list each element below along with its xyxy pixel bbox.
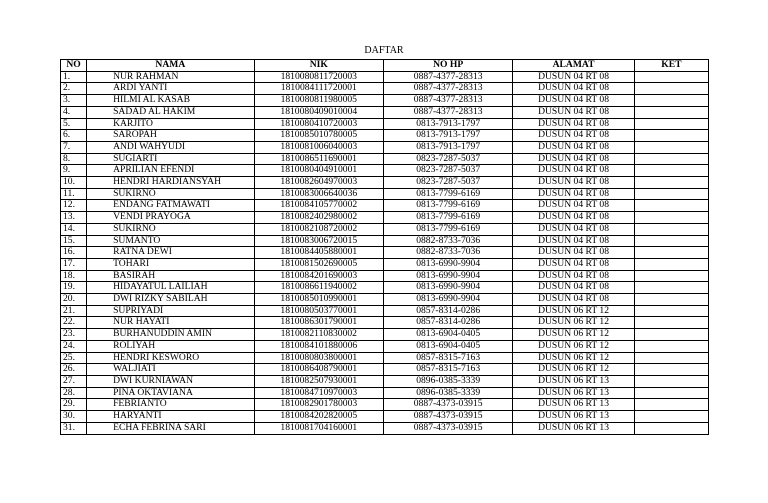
cell-nama: ARDI YANTI xyxy=(87,83,255,95)
cell-ket xyxy=(634,340,708,352)
cell-nama: SUKIRNO xyxy=(87,223,255,235)
cell-ket xyxy=(634,118,708,130)
cell-alamat: DUSUN 04 RT 08 xyxy=(513,165,634,177)
cell-alamat: DUSUN 04 RT 08 xyxy=(513,270,634,282)
cell-no: 18. xyxy=(61,270,87,282)
cell-no: 1. xyxy=(61,71,87,83)
cell-nik: 1810084405880001 xyxy=(254,247,383,259)
cell-alamat: DUSUN 04 RT 08 xyxy=(513,188,634,200)
cell-ket xyxy=(634,329,708,341)
cell-nik: 1810086611940002 xyxy=(254,282,383,294)
table-row xyxy=(61,364,709,376)
cell-alamat: DUSUN 06 RT 13 xyxy=(513,422,634,434)
cell-ket xyxy=(634,95,708,107)
cell-no-hp: 0813-7799-6169 xyxy=(383,200,512,212)
cell-no-hp: 0813-7799-6169 xyxy=(383,212,512,224)
cell-no: 31. xyxy=(61,422,87,434)
cell-nik: 1810081006040003 xyxy=(254,141,383,153)
table-row xyxy=(61,200,709,212)
cell-nik: 1810084101880006 xyxy=(254,340,383,352)
cell-no-hp: 0813-7913-1797 xyxy=(383,118,512,130)
cell-nik: 1810080811720003 xyxy=(254,71,383,83)
cell-no: 3. xyxy=(61,95,87,107)
cell-nik: 1810082402980002 xyxy=(254,212,383,224)
table-row xyxy=(61,258,709,270)
cell-nama: SUPRIYADI xyxy=(87,305,255,317)
cell-alamat: DUSUN 04 RT 08 xyxy=(513,247,634,259)
cell-nik: 1810080811980005 xyxy=(254,95,383,107)
cell-alamat: DUSUN 06 RT 12 xyxy=(513,340,634,352)
table-row xyxy=(61,212,709,224)
cell-no-hp: 0813-6904-0405 xyxy=(383,340,512,352)
cell-alamat: DUSUN 04 RT 08 xyxy=(513,71,634,83)
cell-ket xyxy=(634,305,708,317)
cell-alamat: DUSUN 06 RT 12 xyxy=(513,329,634,341)
cell-alamat: DUSUN 06 RT 13 xyxy=(513,399,634,411)
cell-nama: ROLIYAH xyxy=(87,340,255,352)
cell-alamat: DUSUN 06 RT 12 xyxy=(513,364,634,376)
cell-no: 20. xyxy=(61,294,87,306)
table-row xyxy=(61,411,709,423)
cell-nik: 1810084201690003 xyxy=(254,270,383,282)
cell-no: 19. xyxy=(61,282,87,294)
column-header-nik: NIK xyxy=(254,60,383,72)
cell-no: 23. xyxy=(61,329,87,341)
table-row xyxy=(61,317,709,329)
cell-no-hp: 0857-8314-0286 xyxy=(383,305,512,317)
cell-nik: 1810080503770001 xyxy=(254,305,383,317)
table-row xyxy=(61,329,709,341)
cell-alamat: DUSUN 04 RT 08 xyxy=(513,258,634,270)
cell-nama: SUKIRNO xyxy=(87,188,255,200)
cell-alamat: DUSUN 06 RT 12 xyxy=(513,305,634,317)
cell-no-hp: 0813-7913-1797 xyxy=(383,130,512,142)
cell-nik: 1810085010990001 xyxy=(254,294,383,306)
table-row xyxy=(61,352,709,364)
cell-no-hp: 0887-4377-28313 xyxy=(383,71,512,83)
cell-no-hp: 0857-8315-7163 xyxy=(383,364,512,376)
cell-nik: 1810082901780003 xyxy=(254,399,383,411)
cell-ket xyxy=(634,387,708,399)
cell-nama: NUR HAYATI xyxy=(87,317,255,329)
cell-ket xyxy=(634,153,708,165)
cell-alamat: DUSUN 06 RT 12 xyxy=(513,352,634,364)
cell-nama: HENDRI KESWORO xyxy=(87,352,255,364)
cell-nik: 1810080404910001 xyxy=(254,165,383,177)
cell-nama: BURHANUDDIN AMIN xyxy=(87,329,255,341)
cell-nama: HIDAYATUL LAILIAH xyxy=(87,282,255,294)
cell-no: 29. xyxy=(61,399,87,411)
table-row xyxy=(61,223,709,235)
cell-no-hp: 0896-0385-3339 xyxy=(383,387,512,399)
cell-no: 13. xyxy=(61,212,87,224)
cell-alamat: DUSUN 06 RT 12 xyxy=(513,317,634,329)
table-row xyxy=(61,71,709,83)
cell-no-hp: 0882-8733-7036 xyxy=(383,247,512,259)
table-row xyxy=(61,130,709,142)
cell-ket xyxy=(634,71,708,83)
cell-no: 25. xyxy=(61,352,87,364)
cell-no-hp: 0813-6990-9904 xyxy=(383,282,512,294)
table-row xyxy=(61,177,709,189)
cell-no-hp: 0813-6990-9904 xyxy=(383,270,512,282)
cell-alamat: DUSUN 04 RT 08 xyxy=(513,212,634,224)
cell-ket xyxy=(634,223,708,235)
table-row xyxy=(61,387,709,399)
cell-nik: 1810084710970003 xyxy=(254,387,383,399)
cell-nik: 1810082110830002 xyxy=(254,329,383,341)
cell-nama: DWI RIZKY SABILAH xyxy=(87,294,255,306)
cell-no: 28. xyxy=(61,387,87,399)
cell-no: 16. xyxy=(61,247,87,259)
cell-alamat: DUSUN 04 RT 08 xyxy=(513,282,634,294)
table-row xyxy=(61,118,709,130)
cell-ket xyxy=(634,247,708,259)
cell-ket xyxy=(634,188,708,200)
cell-no-hp: 0887-4373-03915 xyxy=(383,399,512,411)
cell-nama: ECHA FEBRINA SARI xyxy=(87,422,255,434)
cell-ket xyxy=(634,83,708,95)
cell-no-hp: 0887-4377-28313 xyxy=(383,83,512,95)
cell-nik: 1810083006720015 xyxy=(254,235,383,247)
cell-ket xyxy=(634,200,708,212)
cell-nik: 1810083006640036 xyxy=(254,188,383,200)
cell-no: 11. xyxy=(61,188,87,200)
cell-nama: VENDI PRAYOGA xyxy=(87,212,255,224)
cell-no: 26. xyxy=(61,364,87,376)
cell-no-hp: 0887-4377-28313 xyxy=(383,106,512,118)
cell-nik: 1810084202820005 xyxy=(254,411,383,423)
cell-no-hp: 0887-4377-28313 xyxy=(383,95,512,107)
cell-ket xyxy=(634,270,708,282)
cell-ket xyxy=(634,235,708,247)
column-header-no: NO xyxy=(61,60,87,72)
data-table xyxy=(60,59,709,435)
table-row xyxy=(61,422,709,434)
cell-nama: BASIRAH xyxy=(87,270,255,282)
cell-no: 8. xyxy=(61,153,87,165)
cell-nik: 1810082108720002 xyxy=(254,223,383,235)
cell-ket xyxy=(634,141,708,153)
cell-nama: SUGIARTI xyxy=(87,153,255,165)
cell-nik: 1810086408790001 xyxy=(254,364,383,376)
cell-no: 24. xyxy=(61,340,87,352)
cell-ket xyxy=(634,317,708,329)
cell-nama: ANDI WAHYUDI xyxy=(87,141,255,153)
cell-ket xyxy=(634,399,708,411)
cell-no-hp: 0813-7913-1797 xyxy=(383,141,512,153)
table-row xyxy=(61,165,709,177)
cell-nama: HARYANTI xyxy=(87,411,255,423)
cell-nama: HILMI AL KASAB xyxy=(87,95,255,107)
column-header-ket: KET xyxy=(634,60,708,72)
cell-nama: KARJITO xyxy=(87,118,255,130)
cell-alamat: DUSUN 04 RT 08 xyxy=(513,294,634,306)
cell-no: 7. xyxy=(61,141,87,153)
cell-ket xyxy=(634,130,708,142)
cell-ket xyxy=(634,375,708,387)
cell-nik: 1810086511690001 xyxy=(254,153,383,165)
table-row xyxy=(61,375,709,387)
cell-nama: TOHARI xyxy=(87,258,255,270)
table-row xyxy=(61,282,709,294)
table-row xyxy=(61,188,709,200)
cell-ket xyxy=(634,352,708,364)
cell-ket xyxy=(634,282,708,294)
cell-alamat: DUSUN 06 RT 13 xyxy=(513,411,634,423)
table-row xyxy=(61,153,709,165)
cell-nik: 1810084111720001 xyxy=(254,83,383,95)
cell-no: 5. xyxy=(61,118,87,130)
cell-nik: 1810080410720003 xyxy=(254,118,383,130)
cell-no: 9. xyxy=(61,165,87,177)
cell-nik: 1810082507930001 xyxy=(254,375,383,387)
cell-ket xyxy=(634,258,708,270)
cell-no-hp: 0813-6990-9904 xyxy=(383,294,512,306)
cell-nik: 1810081704160001 xyxy=(254,422,383,434)
cell-ket xyxy=(634,364,708,376)
table-body xyxy=(61,71,709,434)
cell-nama: FEBRIANTO xyxy=(87,399,255,411)
cell-no: 15. xyxy=(61,235,87,247)
cell-no-hp: 0823-7287-5037 xyxy=(383,165,512,177)
cell-no: 4. xyxy=(61,106,87,118)
cell-nama: HENDRI HARDIANSYAH xyxy=(87,177,255,189)
table-row xyxy=(61,95,709,107)
cell-alamat: DUSUN 06 RT 13 xyxy=(513,387,634,399)
cell-ket xyxy=(634,212,708,224)
cell-no: 30. xyxy=(61,411,87,423)
cell-alamat: DUSUN 06 RT 13 xyxy=(513,375,634,387)
document-title: DAFTAR xyxy=(364,45,404,56)
table-row xyxy=(61,106,709,118)
cell-ket xyxy=(634,411,708,423)
table-row xyxy=(61,399,709,411)
cell-ket xyxy=(634,106,708,118)
column-header-no-hp: NO HP xyxy=(383,60,512,72)
cell-no-hp: 0813-6904-0405 xyxy=(383,329,512,341)
cell-alamat: DUSUN 04 RT 08 xyxy=(513,200,634,212)
cell-alamat: DUSUN 04 RT 08 xyxy=(513,141,634,153)
table-row xyxy=(61,294,709,306)
cell-nama: APRILIAN EFENDI xyxy=(87,165,255,177)
cell-no: 27. xyxy=(61,375,87,387)
cell-nik: 1810086301790001 xyxy=(254,317,383,329)
column-header-alamat: ALAMAT xyxy=(513,60,634,72)
cell-ket xyxy=(634,165,708,177)
cell-no-hp: 0813-6990-9904 xyxy=(383,258,512,270)
cell-nik: 1810085010780005 xyxy=(254,130,383,142)
cell-nama: DWI KURNIAWAN xyxy=(87,375,255,387)
cell-no-hp: 0823-7287-5037 xyxy=(383,177,512,189)
cell-no: 2. xyxy=(61,83,87,95)
cell-no-hp: 0887-4373-03915 xyxy=(383,411,512,423)
cell-no: 10. xyxy=(61,177,87,189)
table-row xyxy=(61,305,709,317)
cell-ket xyxy=(634,422,708,434)
cell-no-hp: 0823-7287-5037 xyxy=(383,153,512,165)
table-row xyxy=(61,141,709,153)
cell-alamat: DUSUN 04 RT 08 xyxy=(513,118,634,130)
table-row xyxy=(61,83,709,95)
cell-nik: 1810080409010004 xyxy=(254,106,383,118)
cell-nama: NUR RAHMAN xyxy=(87,71,255,83)
cell-alamat: DUSUN 04 RT 08 xyxy=(513,177,634,189)
cell-alamat: DUSUN 04 RT 08 xyxy=(513,153,634,165)
cell-nama: ENDANG FATMAWATI xyxy=(87,200,255,212)
cell-ket xyxy=(634,294,708,306)
table-row xyxy=(61,247,709,259)
cell-nama: PINA OKTAVIANA xyxy=(87,387,255,399)
cell-nama: SUMANTO xyxy=(87,235,255,247)
cell-alamat: DUSUN 04 RT 08 xyxy=(513,83,634,95)
cell-no-hp: 0857-8315-7163 xyxy=(383,352,512,364)
cell-nik: 1810081502690005 xyxy=(254,258,383,270)
table-row xyxy=(61,340,709,352)
cell-no: 12. xyxy=(61,200,87,212)
cell-alamat: DUSUN 04 RT 08 xyxy=(513,130,634,142)
cell-no-hp: 0882-8733-7036 xyxy=(383,235,512,247)
cell-alamat: DUSUN 04 RT 08 xyxy=(513,223,634,235)
cell-no: 17. xyxy=(61,258,87,270)
cell-nik: 1810084105770002 xyxy=(254,200,383,212)
cell-nama: SAROPAH xyxy=(87,130,255,142)
cell-nama: SADAD AL HAKIM xyxy=(87,106,255,118)
cell-nik: 1810080803800001 xyxy=(254,352,383,364)
cell-ket xyxy=(634,177,708,189)
cell-no-hp: 0857-8314-0286 xyxy=(383,317,512,329)
cell-alamat: DUSUN 04 RT 08 xyxy=(513,235,634,247)
cell-no-hp: 0896-0385-3339 xyxy=(383,375,512,387)
cell-nama: WALJIATI xyxy=(87,364,255,376)
table-row xyxy=(61,270,709,282)
cell-alamat: DUSUN 04 RT 08 xyxy=(513,95,634,107)
cell-no: 21. xyxy=(61,305,87,317)
table-header-row xyxy=(61,60,709,72)
cell-no-hp: 0813-7799-6169 xyxy=(383,188,512,200)
cell-no: 14. xyxy=(61,223,87,235)
table-row xyxy=(61,235,709,247)
cell-nik: 1810082604970003 xyxy=(254,177,383,189)
column-header-nama: NAMA xyxy=(87,60,255,72)
cell-no: 22. xyxy=(61,317,87,329)
cell-no-hp: 0813-7799-6169 xyxy=(383,223,512,235)
cell-no-hp: 0887-4373-03915 xyxy=(383,422,512,434)
cell-nama: RATNA DEWI xyxy=(87,247,255,259)
cell-alamat: DUSUN 04 RT 08 xyxy=(513,106,634,118)
cell-no: 6. xyxy=(61,130,87,142)
